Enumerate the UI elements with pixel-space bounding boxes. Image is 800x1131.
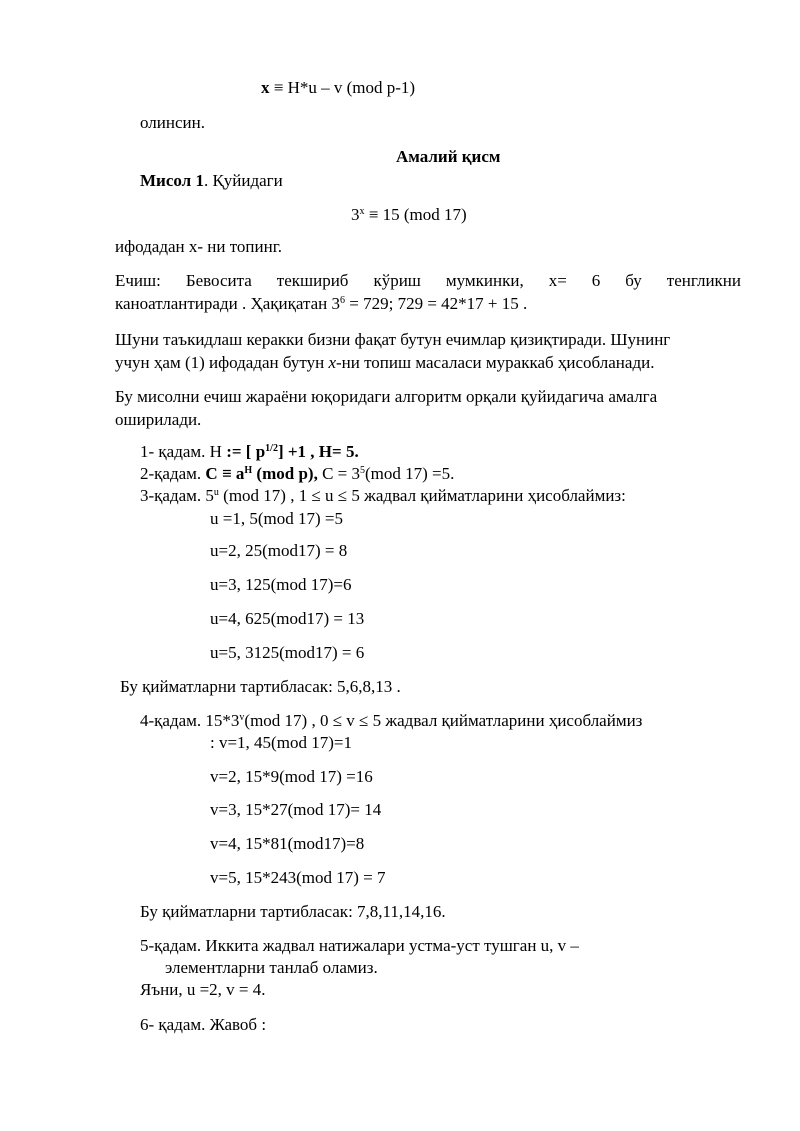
step-4-exponent: v xyxy=(239,712,245,723)
sorted-v-text: Бу қийматларни тартибласак: 7,8,11,14,16. xyxy=(140,902,446,921)
solution-line-2 xyxy=(115,293,527,315)
example-label: Мисол 1 xyxy=(140,171,204,190)
step-2-exponent-h: H xyxy=(244,465,253,476)
step-2-post: (mod 17) =5. xyxy=(365,464,455,483)
step-3-label: 3-қадам. 5 xyxy=(140,486,214,505)
step-5-line-2: элементларни танлаб оламиз. xyxy=(165,958,378,977)
step-2-mid: С = 3 xyxy=(317,464,361,483)
step-2-formula-b: (mod p), xyxy=(252,464,318,483)
step-3 xyxy=(140,485,626,507)
equation-exponent: x xyxy=(359,206,365,217)
step-2-label: 2-қадам. xyxy=(140,464,206,483)
step-1-formula-b: ] +1 , H= 5. xyxy=(277,442,359,461)
equation-base: 3 xyxy=(351,205,360,224)
sorted-u-text: Бу қийматларни тартибласак: 5,6,8,13 . xyxy=(120,677,401,696)
note-line-2-pre: учун ҳам (1) ифодадан бутун xyxy=(115,353,329,372)
step-1-label: 1- қадам. Н xyxy=(140,442,227,461)
u-table-row: u=4, 625(mod17) = 13 xyxy=(210,609,365,628)
step-2 xyxy=(140,463,454,485)
example-heading xyxy=(140,170,283,192)
obtain-text: олинсин. xyxy=(140,113,205,132)
solution-line-2-post: = 729; 729 = 42*17 + 15 . xyxy=(345,294,528,313)
step-1 xyxy=(140,441,359,463)
step-2-formula-a: C ≡ a xyxy=(205,464,245,483)
step-1-formula-a: := [ p xyxy=(226,442,266,461)
v-table-row: v=3, 15*27(mod 17)= 14 xyxy=(210,800,382,819)
section-title: Амалий қисм xyxy=(396,147,501,166)
algo-line-1: Бу мисолни ечиш жараёни юқоридаги алгоритм орқали қуйидагича амалга xyxy=(115,387,658,406)
example-rest: . Қуйидаги xyxy=(203,171,283,190)
step-4-post: (mod 17) , 0 ≤ v ≤ 5 жадвал қийматларини ҳисоблаймиз xyxy=(244,711,643,730)
step-3-post: (mod 17) , 1 ≤ u ≤ 5 жадвал қийматларини ҳисоблаймиз: xyxy=(218,486,626,505)
formula-variable: x xyxy=(261,78,270,97)
solution-exponent: 6 xyxy=(340,295,346,306)
v-table-row: : v=1, 45(mod 17)=1 xyxy=(210,733,352,752)
v-table-row: v=5, 15*243(mod 17) = 7 xyxy=(210,868,386,887)
u-table-row: u=3, 125(mod 17)=6 xyxy=(210,575,352,594)
step-1-exponent: 1/2 xyxy=(265,443,278,454)
step-3-exponent: u xyxy=(213,487,219,498)
solution-line-1: Ечиш: Бевосита текшириб кўриш мумкинки, х= 6 бу тенгликни xyxy=(115,271,741,290)
u-table-row: u=5, 3125(mod17) = 6 xyxy=(210,643,365,662)
solution-line-2-pre: каноатлантиради . Ҳақиқатан 3 xyxy=(115,294,341,313)
example-equation xyxy=(351,204,467,226)
step-4 xyxy=(140,710,642,732)
equation-rest: ≡ 15 (mod 17) xyxy=(364,205,467,224)
v-table-row: v=2, 15*9(mod 17) =16 xyxy=(210,767,373,786)
step-4-label: 4-қадам. 15*3 xyxy=(140,711,240,730)
find-x-text: ифодадан х- ни топинг. xyxy=(115,237,283,256)
step-2-exponent-5: 5 xyxy=(360,465,366,476)
step-6: 6- қадам. Жавоб : xyxy=(140,1015,267,1034)
formula-rest: ≡ H*u – v (mod p-1) xyxy=(269,78,416,97)
u-table-row: u=2, 25(mod17) = 8 xyxy=(210,541,348,560)
note-line-2-post: -ни топиш масаласи мураккаб ҳисобланади. xyxy=(336,353,655,372)
note-line-1: Шуни таъкидлаш керакки бизни фақат бутун ечимлар қизиқтиради. Шунинг xyxy=(115,330,671,349)
formula-x-equivalence xyxy=(261,77,415,99)
v-table-row: v=4, 15*81(mod17)=8 xyxy=(210,834,365,853)
note-variable: x xyxy=(328,353,336,372)
step-5-line-3: Яъни, u =2, v = 4. xyxy=(140,980,266,999)
step-5-line-1: 5-қадам. Иккита жадвал натижалари устма-уст тушган u, v – xyxy=(140,936,579,955)
u-table-row: u =1, 5(mod 17) =5 xyxy=(210,509,343,528)
algo-line-2: оширилади. xyxy=(115,410,202,429)
note-line-2 xyxy=(115,352,654,374)
